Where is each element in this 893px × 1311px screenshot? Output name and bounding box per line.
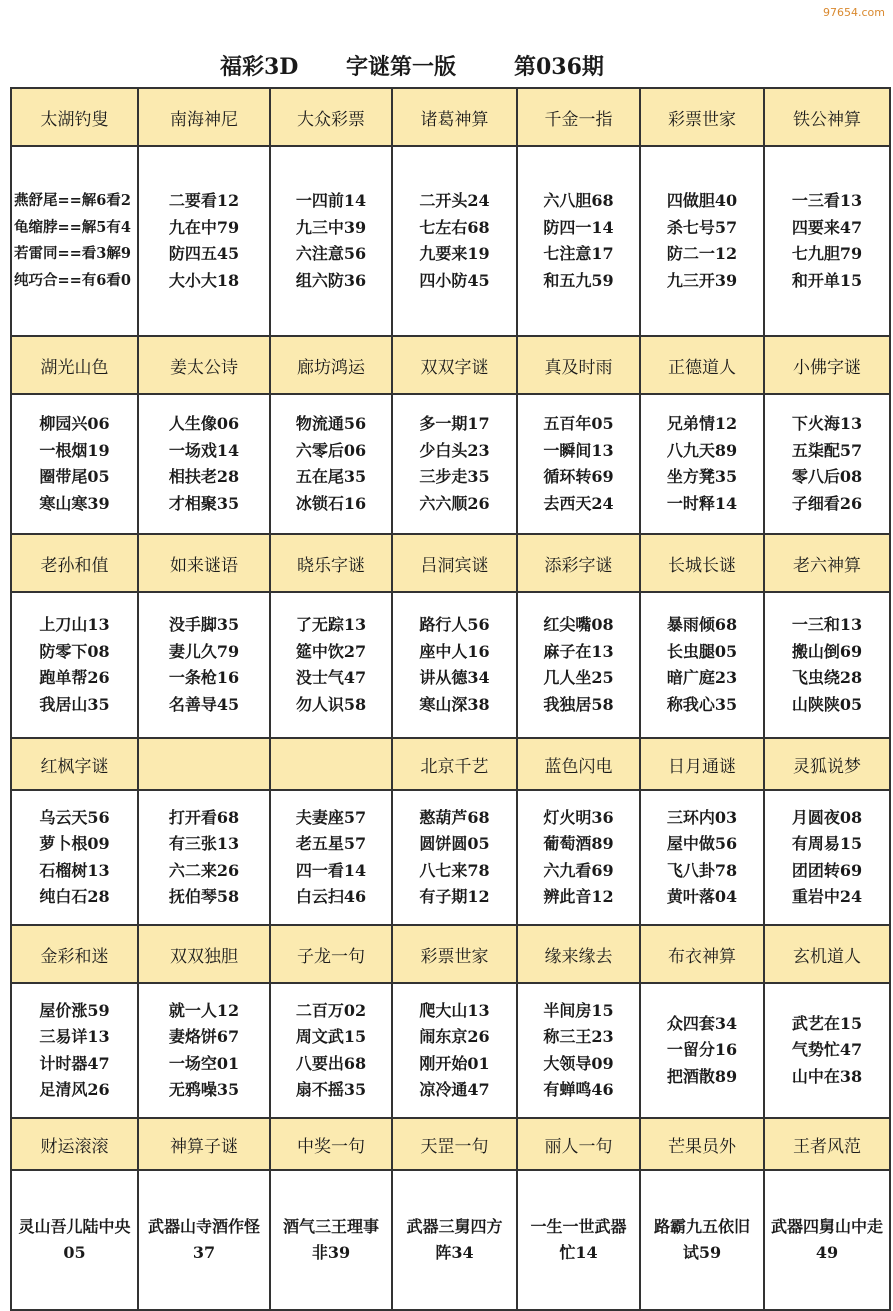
riddle-cell <box>392 592 517 738</box>
riddle-line: 循环转69 <box>543 467 614 486</box>
riddle-cell <box>517 592 640 738</box>
riddle-cell <box>764 394 890 534</box>
predictor-name: 添彩字谜 <box>517 534 640 592</box>
predictor-name: 布衣神算 <box>640 925 764 983</box>
riddle-line: 酒气三王理事非39 <box>282 1216 379 1262</box>
riddle-cell <box>640 146 764 336</box>
name-row <box>11 88 890 146</box>
riddle-line: 名善导45 <box>168 694 240 714</box>
riddle-line: 称三王23 <box>543 1027 614 1046</box>
riddle-cell <box>270 790 392 925</box>
riddle-line: 和五九59 <box>543 270 614 290</box>
riddle-line: 麻子在13 <box>543 641 614 661</box>
riddle-cell <box>11 394 138 534</box>
riddle-line: 把酒散89 <box>666 1066 738 1086</box>
riddle-line: 萝卜根09 <box>39 834 110 853</box>
riddle-line: 八七来78 <box>419 860 490 880</box>
riddle-line: 暗广庭23 <box>666 668 738 687</box>
riddle-cell <box>392 146 517 336</box>
riddle-row <box>11 790 890 925</box>
riddle-line: 筵中饮27 <box>295 641 367 661</box>
riddle-line: 若雷同==看3解9 <box>14 245 131 262</box>
page-header <box>0 50 893 84</box>
riddle-line: 有蝉鸣46 <box>543 1080 614 1099</box>
riddle-line: 没士气47 <box>295 668 367 687</box>
riddle-line: 九要来19 <box>419 244 490 263</box>
riddle-line: 武器三舅四方阵34 <box>406 1216 503 1262</box>
riddle-line: 五柒配57 <box>791 440 863 460</box>
predictor-name: 金彩和迷 <box>11 925 138 983</box>
page-subtitle: 字谜第一版 <box>346 54 457 80</box>
riddle-line: 月圆夜08 <box>791 807 863 827</box>
riddle-line: 四要来47 <box>791 217 863 237</box>
riddle-cell <box>640 1170 764 1310</box>
riddle-line: 了无踪13 <box>295 615 367 634</box>
riddle-line: 有周易15 <box>791 834 863 853</box>
riddle-line: 防零下08 <box>39 641 110 661</box>
riddle-line: 下火海13 <box>791 414 863 433</box>
riddle-row <box>11 146 890 336</box>
riddle-line: 五在尾35 <box>295 467 367 486</box>
riddle-cell <box>11 592 138 738</box>
riddle-line: 九三中39 <box>295 217 367 237</box>
name-row <box>11 534 890 592</box>
riddle-line: 夫妻座57 <box>295 807 367 827</box>
riddle-line: 四做胆40 <box>666 191 738 210</box>
riddle-line: 飞八卦78 <box>666 860 738 880</box>
riddle-line: 路霸九五依旧试59 <box>653 1216 750 1262</box>
riddle-line: 团团转69 <box>791 860 863 880</box>
riddle-line: 山中在38 <box>791 1066 863 1086</box>
predictor-name: 双双字谜 <box>392 336 517 394</box>
riddle-line: 兄弟情12 <box>666 414 738 433</box>
name-row <box>11 1118 890 1170</box>
riddle-line: 九三开39 <box>666 270 738 290</box>
riddle-cell <box>138 983 270 1118</box>
riddle-line: 跑单帮26 <box>39 668 110 687</box>
riddle-line: 抚伯琴58 <box>168 887 240 906</box>
riddle-line: 屋价涨59 <box>39 1000 110 1020</box>
riddle-line: 刚开始01 <box>419 1053 490 1073</box>
riddle-line: 老五星57 <box>295 834 367 853</box>
riddle-line: 六注意56 <box>295 244 367 263</box>
riddle-cell <box>640 983 764 1118</box>
predictor-name: 彩票世家 <box>392 925 517 983</box>
riddle-line: 武艺在15 <box>791 1013 863 1033</box>
predictor-name: 正德道人 <box>640 336 764 394</box>
riddle-line: 妻烙饼67 <box>168 1027 240 1046</box>
riddle-line: 几人坐25 <box>543 668 614 687</box>
riddle-line: 一三和13 <box>791 615 863 634</box>
riddle-line: 山陕陕05 <box>791 694 863 714</box>
riddle-line: 七注意17 <box>543 244 614 263</box>
riddle-line: 辨此音12 <box>543 887 614 906</box>
riddle-line: 寒山寒39 <box>39 493 110 513</box>
riddle-line: 没手脚35 <box>168 615 240 634</box>
riddle-line: 红尖嘴08 <box>543 615 614 634</box>
riddle-line: 座中人16 <box>419 641 490 661</box>
name-row <box>11 925 890 983</box>
riddle-cell <box>764 592 890 738</box>
riddle-line: 无鸦噪35 <box>168 1080 240 1099</box>
riddle-cell <box>270 983 392 1118</box>
riddle-line: 才相聚35 <box>168 493 240 513</box>
riddle-line: 凉冷通47 <box>419 1080 490 1099</box>
riddle-line: 勿人识58 <box>295 694 367 714</box>
predictor-name: 蓝色闪电 <box>517 738 640 790</box>
riddle-line: 一条枪16 <box>168 668 240 687</box>
predictor-name: 如来谜语 <box>138 534 270 592</box>
riddle-line: 坐方凳35 <box>666 467 738 486</box>
riddle-line: 人生像06 <box>168 414 240 433</box>
riddle-line: 三环内03 <box>666 807 738 827</box>
riddle-cell <box>11 983 138 1118</box>
predictor-name: 廊坊鸿运 <box>270 336 392 394</box>
riddle-cell <box>640 592 764 738</box>
riddle-line: 葡萄酒89 <box>543 834 614 853</box>
riddle-line: 爬大山13 <box>419 1000 490 1020</box>
riddle-line: 暴雨倾68 <box>666 615 738 634</box>
predictor-name: 老六神算 <box>764 534 890 592</box>
predictor-name: 太湖钓叟 <box>11 88 138 146</box>
predictor-name: 王者风范 <box>764 1118 890 1170</box>
riddle-cell <box>764 983 890 1118</box>
riddle-cell <box>11 1170 138 1310</box>
riddle-line: 燕舒尾==解6看2 <box>14 192 131 209</box>
riddle-line: 就一人12 <box>168 1000 240 1020</box>
predictor-name: 缘来缘去 <box>517 925 640 983</box>
riddle-line: 物流通56 <box>295 414 367 433</box>
riddle-grid <box>10 87 891 1311</box>
riddle-cell <box>517 146 640 336</box>
riddle-line: 去西天24 <box>543 493 614 513</box>
predictor-name: 长城长谜 <box>640 534 764 592</box>
riddle-line: 计时器47 <box>39 1053 110 1073</box>
riddle-line: 六八胆68 <box>543 191 614 210</box>
riddle-line: 组六防36 <box>295 270 367 290</box>
riddle-line: 憨葫芦68 <box>419 807 490 827</box>
riddle-line: 圆饼圆05 <box>419 834 490 853</box>
riddle-line: 相扶老28 <box>168 467 240 486</box>
predictor-name: 中奖一句 <box>270 1118 392 1170</box>
riddle-line: 气势忙47 <box>791 1040 863 1060</box>
riddle-line: 白云扫46 <box>295 887 367 906</box>
riddle-cell <box>764 146 890 336</box>
predictor-name: 彩票世家 <box>640 88 764 146</box>
riddle-line: 四一看14 <box>295 860 367 880</box>
riddle-line: 零八后08 <box>791 467 863 486</box>
riddle-line: 二要看12 <box>168 191 240 210</box>
riddle-line: 纯白石28 <box>39 887 110 906</box>
riddle-line: 黄叶落04 <box>666 887 738 906</box>
riddle-cell <box>138 1170 270 1310</box>
riddle-row <box>11 592 890 738</box>
riddle-line: 乌云天56 <box>39 807 110 827</box>
riddle-cell <box>392 1170 517 1310</box>
riddle-line: 三易详13 <box>39 1027 110 1046</box>
riddle-line: 四小防45 <box>419 270 490 290</box>
predictor-name: 大众彩票 <box>270 88 392 146</box>
riddle-line: 一三看13 <box>791 191 863 210</box>
riddle-line: 柳园兴06 <box>39 414 110 433</box>
riddle-line: 一时释14 <box>666 493 738 513</box>
riddle-line: 一场空01 <box>168 1053 240 1073</box>
riddle-line: 六二来26 <box>168 860 240 880</box>
riddle-line: 寒山深38 <box>419 694 490 714</box>
riddle-cell <box>640 790 764 925</box>
predictor-name: 吕洞宾谜 <box>392 534 517 592</box>
predictor-name: 诸葛神算 <box>392 88 517 146</box>
riddle-line: 妻儿久79 <box>168 641 240 661</box>
riddle-line: 灵山吾儿陆中央05 <box>18 1216 131 1262</box>
predictor-name <box>138 738 270 790</box>
predictor-name: 北京千艺 <box>392 738 517 790</box>
riddle-cell <box>11 146 138 336</box>
predictor-name: 真及时雨 <box>517 336 640 394</box>
riddle-line: 八九天89 <box>666 440 738 460</box>
predictor-name: 丽人一句 <box>517 1118 640 1170</box>
predictor-name: 老孙和值 <box>11 534 138 592</box>
riddle-line: 一瞬间13 <box>543 440 614 460</box>
riddle-line: 灯火明36 <box>543 807 614 827</box>
riddle-line: 六九看69 <box>543 860 614 880</box>
riddle-line: 六零后06 <box>295 440 367 460</box>
riddle-line: 二百万02 <box>295 1000 367 1020</box>
riddle-line: 有三张13 <box>168 834 240 853</box>
riddle-row <box>11 394 890 534</box>
predictor-name: 双双独胆 <box>138 925 270 983</box>
riddle-cell <box>138 790 270 925</box>
riddle-line: 八要出68 <box>295 1053 367 1073</box>
riddle-line: 一四前14 <box>295 191 367 210</box>
riddle-line: 屋中做56 <box>666 834 738 853</box>
riddle-line: 武器四舅山中走49 <box>771 1216 884 1262</box>
page-title: 福彩3D <box>220 54 299 80</box>
riddle-line: 扇不摇35 <box>295 1080 367 1099</box>
riddle-cell <box>270 146 392 336</box>
riddle-line: 杀七号57 <box>666 217 738 237</box>
riddle-line: 少白头23 <box>419 440 490 460</box>
riddle-line: 一生一世武器忙14 <box>530 1216 627 1262</box>
predictor-name: 芒果员外 <box>640 1118 764 1170</box>
riddle-cell <box>764 1170 890 1310</box>
riddle-cell <box>517 983 640 1118</box>
predictor-name: 千金一指 <box>517 88 640 146</box>
name-row <box>11 336 890 394</box>
riddle-line: 足清风26 <box>39 1080 110 1099</box>
riddle-line: 一留分16 <box>666 1040 738 1060</box>
riddle-row <box>11 1170 890 1310</box>
riddle-row <box>11 983 890 1118</box>
predictor-name: 子龙一句 <box>270 925 392 983</box>
riddle-line: 二开头24 <box>419 191 490 210</box>
riddle-cell <box>392 394 517 534</box>
riddle-cell <box>138 394 270 534</box>
riddle-line: 飞虫绕28 <box>791 668 863 687</box>
predictor-name: 湖光山色 <box>11 336 138 394</box>
riddle-line: 大小大18 <box>168 270 240 290</box>
riddle-line: 称我心35 <box>666 694 738 714</box>
riddle-line: 纯巧合==有6看0 <box>14 271 131 289</box>
riddle-line: 我居山35 <box>39 694 110 714</box>
riddle-line: 防四五45 <box>168 244 240 263</box>
predictor-name: 灵狐说梦 <box>764 738 890 790</box>
riddle-line: 周文武15 <box>295 1027 367 1046</box>
riddle-line: 一场戏14 <box>168 440 240 460</box>
riddle-line: 冰锁石16 <box>295 493 367 513</box>
riddle-line: 三步走35 <box>419 467 490 486</box>
riddle-cell <box>517 790 640 925</box>
riddle-line: 圈带尾05 <box>39 467 110 486</box>
riddle-line: 九在中79 <box>168 217 240 237</box>
riddle-line: 多一期17 <box>419 414 490 433</box>
predictor-name: 小佛字谜 <box>764 336 890 394</box>
riddle-line: 一根烟19 <box>39 440 110 460</box>
predictor-name: 神算子谜 <box>138 1118 270 1170</box>
riddle-line: 众四套34 <box>666 1013 738 1033</box>
riddle-line: 和开单15 <box>791 270 863 290</box>
riddle-cell <box>640 394 764 534</box>
riddle-line: 上刀山13 <box>39 615 110 634</box>
riddle-line: 打开看68 <box>168 807 240 827</box>
riddle-cell <box>270 592 392 738</box>
predictor-name: 红枫字谜 <box>11 738 138 790</box>
riddle-line: 有子期12 <box>419 887 490 906</box>
riddle-cell <box>138 592 270 738</box>
riddle-line: 武器山寺酒作怪37 <box>147 1216 260 1262</box>
riddle-line: 石榴树13 <box>39 860 110 880</box>
name-row <box>11 738 890 790</box>
predictor-name: 铁公神算 <box>764 88 890 146</box>
riddle-line: 七左右68 <box>419 217 490 237</box>
predictor-name <box>270 738 392 790</box>
riddle-line: 长虫腿05 <box>666 641 738 661</box>
predictor-name: 玄机道人 <box>764 925 890 983</box>
riddle-line: 我独居58 <box>543 694 614 714</box>
riddle-line: 七九胆79 <box>791 244 863 263</box>
riddle-cell <box>517 1170 640 1310</box>
riddle-line: 大领导09 <box>543 1053 614 1073</box>
predictor-name: 晓乐字谜 <box>270 534 392 592</box>
riddle-cell <box>764 790 890 925</box>
riddle-line: 防二一12 <box>666 244 738 263</box>
riddle-line: 半间房15 <box>543 1000 614 1020</box>
riddle-line: 子细看26 <box>791 493 863 513</box>
predictor-name: 南海神尼 <box>138 88 270 146</box>
riddle-cell <box>11 790 138 925</box>
riddle-line: 闹东京26 <box>419 1027 490 1046</box>
riddle-cell <box>138 146 270 336</box>
riddle-line: 讲从德34 <box>419 668 490 687</box>
riddle-cell <box>270 394 392 534</box>
predictor-name: 天罡一句 <box>392 1118 517 1170</box>
predictor-name: 姜太公诗 <box>138 336 270 394</box>
riddle-line: 重岩中24 <box>791 887 863 906</box>
issue-number: 第036期 <box>514 54 604 80</box>
watermark: 97654.com <box>823 6 885 19</box>
riddle-line: 龟缩脖==解5有4 <box>14 218 131 236</box>
riddle-line: 路行人56 <box>419 615 490 634</box>
predictor-name: 财运滚滚 <box>11 1118 138 1170</box>
riddle-line: 五百年05 <box>543 414 614 433</box>
riddle-cell <box>517 394 640 534</box>
riddle-cell <box>392 790 517 925</box>
riddle-line: 六六顺26 <box>419 493 490 513</box>
riddle-line: 搬山倒69 <box>791 641 863 661</box>
riddle-cell <box>270 1170 392 1310</box>
riddle-line: 防四一14 <box>543 217 614 237</box>
predictor-name: 日月通谜 <box>640 738 764 790</box>
riddle-cell <box>392 983 517 1118</box>
